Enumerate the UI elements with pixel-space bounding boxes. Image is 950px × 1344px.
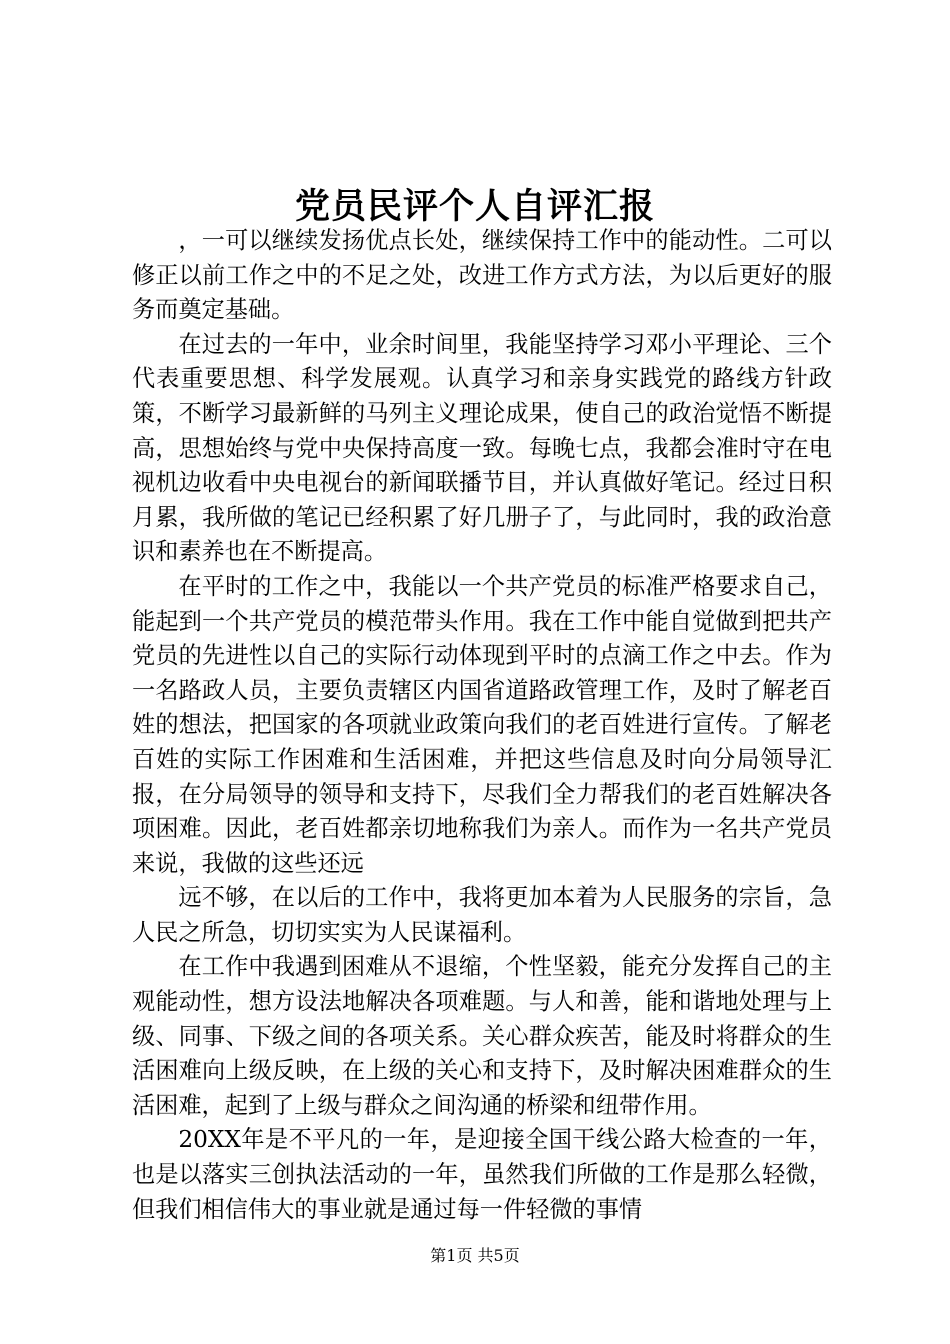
paragraph: 在平时的工作之中，我能以一个共产党员的标准严格要求自己，能起到一个共产党员的模范带头作用。我在工作中能自觉做到把共产党员的先进性以自己的实际行动体现到平时的点滴工作之中去。作为一名路政人员，主要负责辖区内国省道路政管理工作，及时了解老百姓的想法，把国家的各项就业政策向我们的老百姓进行宣传。了解老百姓的实际工作困难和生活困难，并把这些信息及时向分局领导汇报，在分局领导的领导和支持下，尽我们全力帮我们的老百姓解决各项困难。因此，老百姓都亲切地称我们为亲人。而作为一名共产党员来说，我做的这些还远 bbox=[132, 572, 832, 877]
document-body bbox=[132, 224, 832, 1227]
paragraph: 在过去的一年中，业余时间里，我能坚持学习邓小平理论、三个代表重要思想、科学发展观。认真学习和亲身实践党的路线方针政策，不断学习最新鲜的马列主义理论成果，使自己的政治觉悟不断提高，思想始终与党中央保持高度一致。每晚七点，我都会准时守在电视机边收看中央电视台的新闻联播节目，并认真做好笔记。经过日积月累，我所做的笔记已经积累了好几册子了，与此同时，我的政治意识和素养也在不断提高。 bbox=[132, 330, 832, 566]
paragraph: 20XX年是不平凡的一年，是迎接全国干线公路大检查的一年，也是以落实三创执法活动的一年，虽然我们所做的工作是那么轻微，但我们相信伟大的事业就是通过每一件轻微的事情 bbox=[132, 1126, 832, 1223]
paragraph: 远不够，在以后的工作中，我将更加本着为人民服务的宗旨，急人民之所急，切切实实为人民谋福利。 bbox=[132, 884, 832, 946]
document-title: 党员民评个人自评汇报 bbox=[294, 186, 655, 227]
paragraph: ，一可以继续发扬优点长处，继续保持工作中的能动性。二可以修正以前工作之中的不足之处，改进工作方式方法，为以后更好的服务而奠定基础。 bbox=[132, 227, 832, 324]
paragraph: 在工作中我遇到困难从不退缩，个性坚毅，能充分发挥自己的主观能动性，想方设法地解决各项难题。与人和善，能和谐地处理与上级、同事、下级之间的各项关系。关心群众疾苦，能及时将群众的生活困难向上级反映，在上级的关心和支持下，及时解决困难群众的生活困难，起到了上级与群众之间沟通的桥梁和纽带作用。 bbox=[132, 953, 832, 1119]
page-number-footer: 第1页 共5页 bbox=[430, 1246, 520, 1265]
